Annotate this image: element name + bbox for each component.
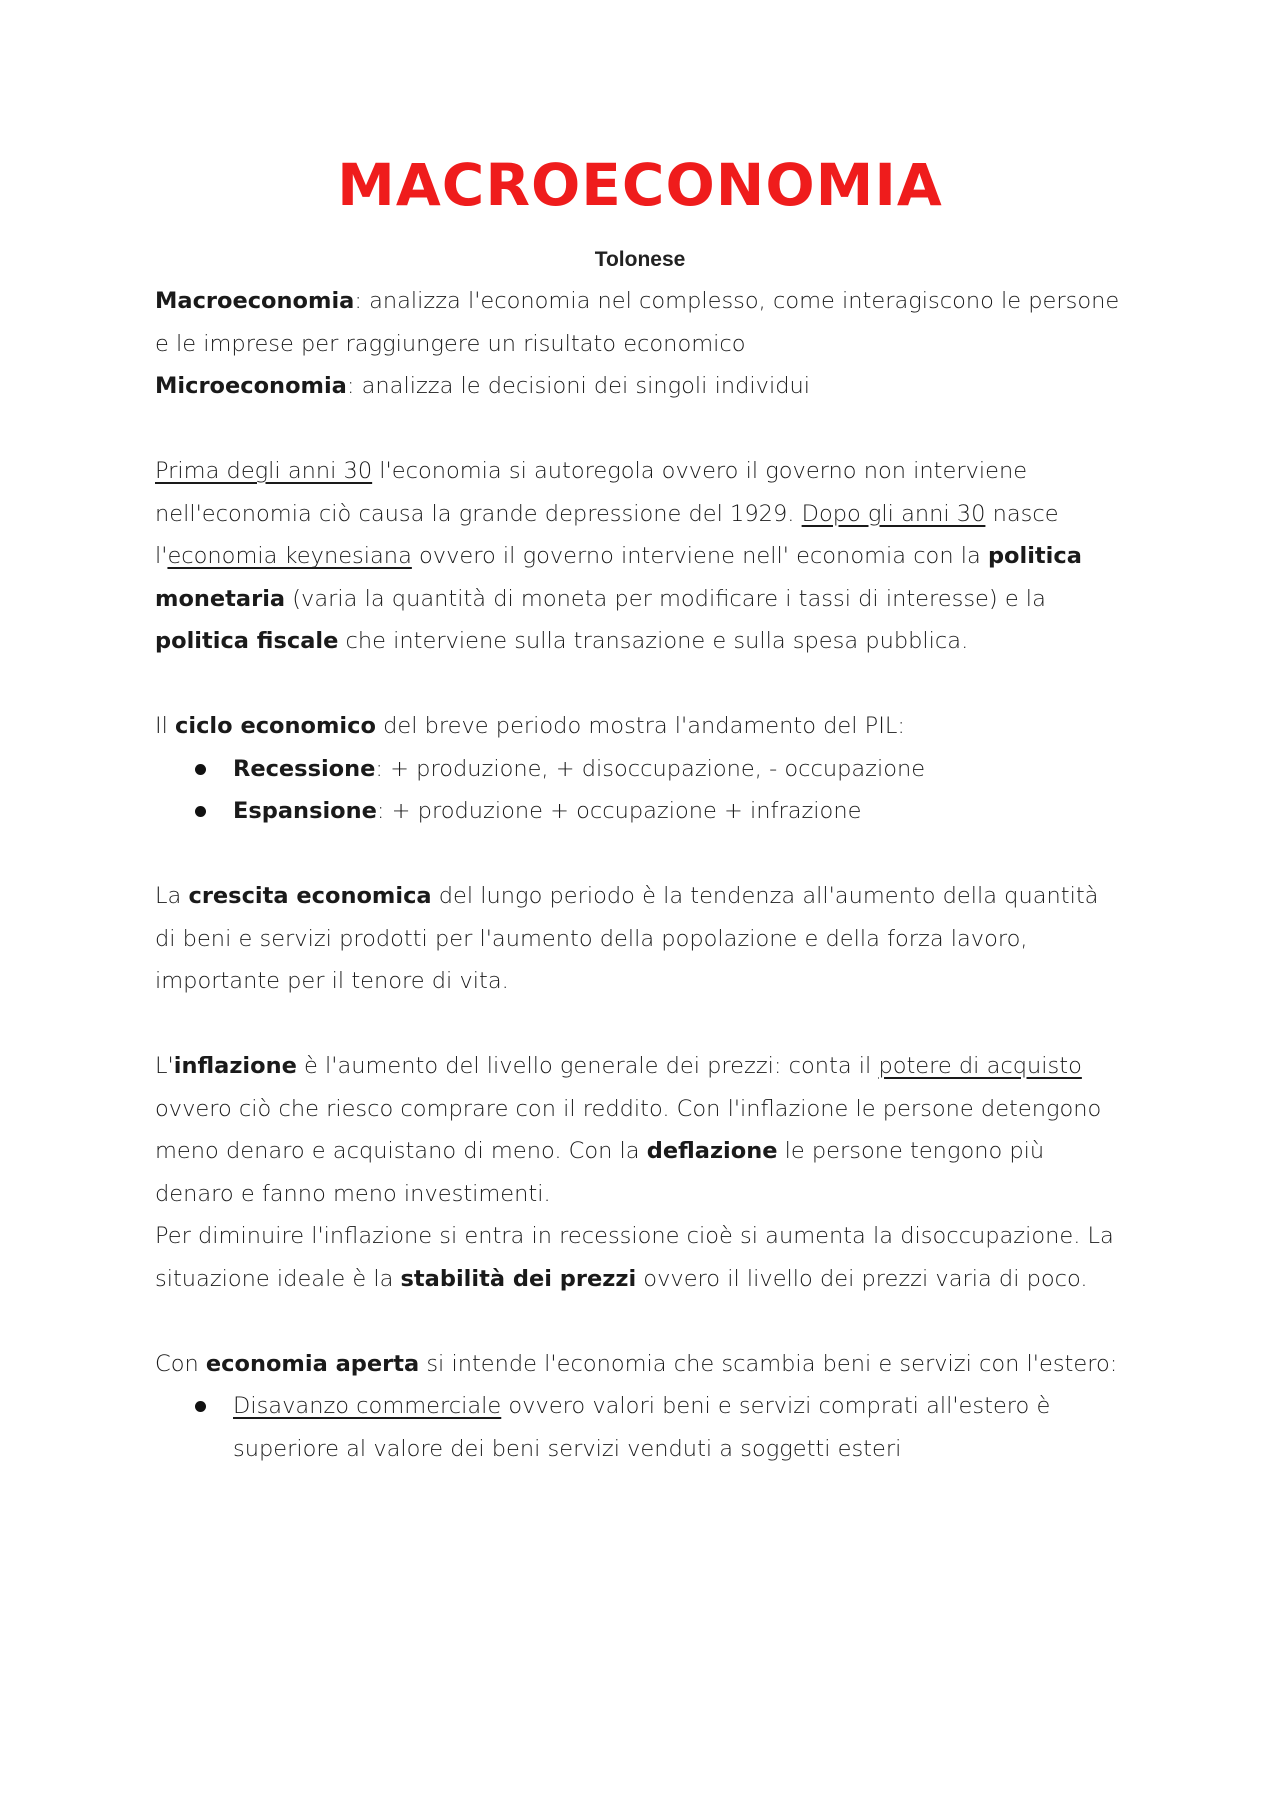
business-cycle-list (155, 748, 1125, 833)
paragraph-inflation (155, 1045, 1125, 1300)
bold-term: ciclo economico (175, 713, 376, 739)
bold-term: politica monetaria (155, 543, 1082, 612)
open-economy-list (155, 1385, 1125, 1470)
text: ovvero valori beni e servizi comprati all'estero è superiore al valore dei beni servizi venduti a soggetti esteri (233, 1393, 1051, 1462)
spacer (155, 663, 1125, 706)
list-item (233, 1385, 1125, 1470)
term-macroeconomia: Macroeconomia (155, 288, 355, 314)
spacer (155, 408, 1125, 451)
author-name: Tolonese (594, 248, 686, 271)
bold-term: inflazione (173, 1053, 297, 1079)
list-item (233, 748, 1125, 791)
underlined-text: Dopo gli anni 30 (801, 500, 986, 527)
text: Il (155, 713, 176, 739)
text: La (155, 883, 189, 909)
text: del lungo periodo è la tendenza all'aumento della quantità di beni e servizi prodotti per l'aumento della popolazione e della forza lavoro, importante per il tenore di vita. (155, 883, 1099, 994)
spacer (155, 1300, 1125, 1343)
text: che interviene sulla transazione e sulla spesa pubblica. (338, 628, 969, 654)
bold-term: politica fiscale (155, 628, 339, 654)
underlined-text: economia keynesiana (167, 543, 412, 569)
definition-microeconomia: : analizza le decisioni dei singoli individui (346, 373, 810, 399)
text: Con (155, 1350, 206, 1377)
text: è l'aumento del livello generale dei prezzi: conta il (296, 1053, 879, 1079)
text: nasce l' (155, 500, 1059, 569)
definition-macroeconomia: : analizza l'economia nel complesso, come interagiscono le persone e le imprese per raggiungere un risultato economico (155, 288, 1120, 357)
bold-term: deflazione (646, 1138, 778, 1164)
paragraph-definitions (155, 280, 1125, 408)
bold-term: Espansione (233, 798, 377, 824)
term-microeconomia: Microeconomia (155, 373, 347, 399)
bullet-icon (195, 1401, 206, 1412)
text: (varia la quantità di moneta per modificare i tassi di interesse) e la (285, 585, 1046, 612)
text: si intende l'economia che scambia beni e servizi con l'estero: (419, 1350, 1118, 1377)
text: del breve periodo mostra l'andamento del PIL: (375, 713, 905, 739)
bullet-icon (195, 764, 206, 775)
document-body (155, 280, 1125, 1470)
text: ovvero il livello dei prezzi varia di poco. (636, 1265, 1088, 1292)
text: l'economia si autoregola ovvero il governo non interviene nell'economia ciò causa la grande depressione del 1929. (155, 458, 1028, 527)
page-title: MACROECONOMIA (337, 151, 943, 219)
underlined-text: Disavanzo commerciale (233, 1393, 502, 1419)
paragraph-growth (155, 875, 1125, 1003)
bullet-icon (195, 806, 206, 817)
text: ovvero ciò che riesco comprare con il reddito. Con l'inflazione le persone detengono meno denaro e acquistano di meno. Con la (155, 1095, 1102, 1164)
spacer (155, 1003, 1125, 1046)
paragraph-business-cycle (155, 705, 1125, 748)
list-item (233, 790, 1125, 833)
bold-term: Recessione (233, 755, 376, 782)
bold-term: stabilità dei prezzi (400, 1265, 637, 1292)
underlined-text: potere di acquisto (878, 1053, 1082, 1079)
text: le persone tengono più denaro e fanno meno investimenti. (155, 1138, 1045, 1207)
text: : + produzione + occupazione + infrazione (376, 798, 862, 824)
bold-term: crescita economica (188, 883, 432, 909)
underlined-text: Prima degli anni 30 (155, 458, 373, 484)
paragraph-open-economy (155, 1343, 1125, 1386)
text: Per diminuire l'inflazione si entra in recessione cioè si aumenta la disoccupazione. La situazione ideale è la (155, 1223, 1114, 1292)
text: L' (155, 1053, 174, 1079)
text: ovvero il governo interviene nell' economia con la (411, 543, 988, 569)
text: : + produzione, + disoccupazione, - occupazione (375, 755, 926, 782)
paragraph-history (155, 450, 1125, 663)
bold-term: economia aperta (205, 1350, 420, 1377)
spacer (155, 833, 1125, 876)
